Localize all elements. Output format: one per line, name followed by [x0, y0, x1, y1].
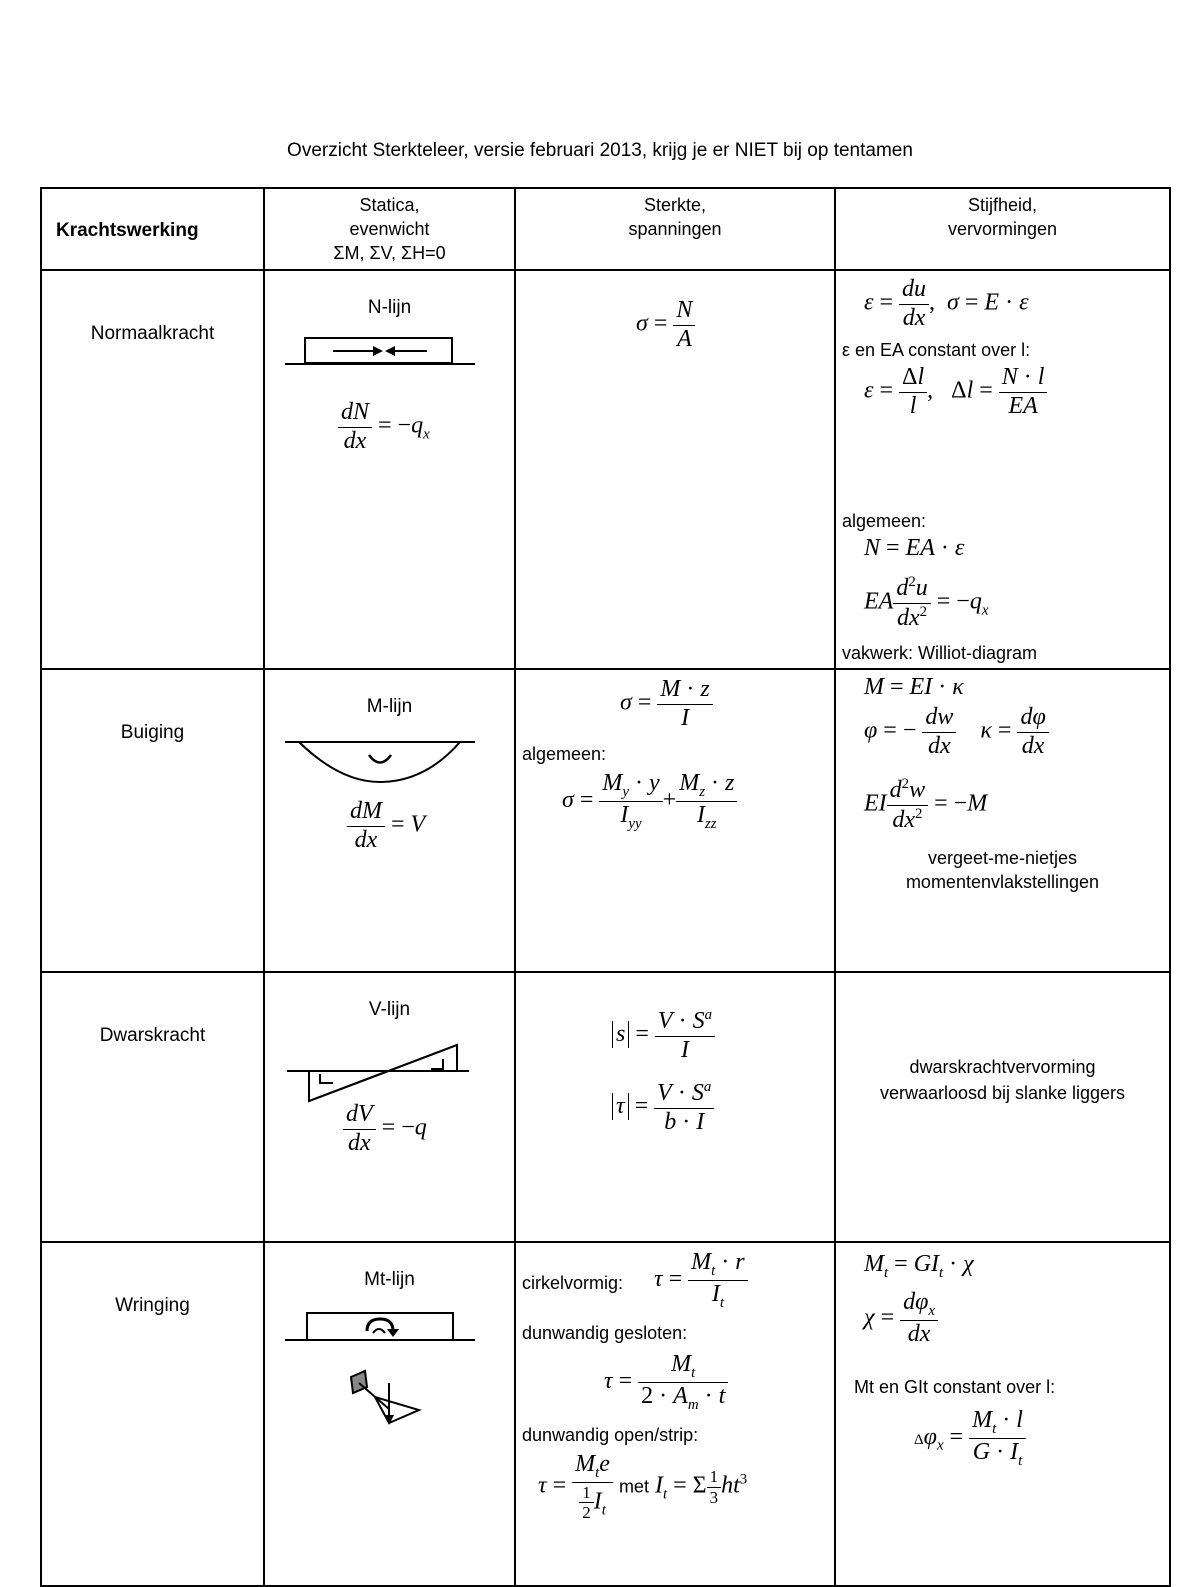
sterkte-cell [515, 669, 835, 972]
formula-ea-d2u: EA $\frac{d^2u}{dx^2}$ = $-q_x$ [864, 574, 989, 631]
formula-sigma-n-a: σ = $\frac{N}{A}$ [636, 297, 695, 353]
formula-mt-git-chi: $M_t = GI_t \cdot \chi$ [864, 1251, 974, 1281]
formula-tau-closed: τ = $\frac{M_t}{2 \cdot A_m \cdot t}$ [604, 1351, 728, 1414]
algemeen-text: algemeen: [522, 744, 607, 764]
header-stijfheid: Stijfheid, vervormingen [835, 188, 1170, 270]
stijfheid-cell [835, 1242, 1170, 1586]
formula-abs-s: s = $\frac{V \cdot S^a}{I}$ [612, 1007, 715, 1064]
stijfheid-cell [835, 669, 1170, 972]
williot-text: vakwerk: Williot-diagram [842, 643, 1038, 663]
formula-abs-tau: τ = $\frac{V \cdot S^a}{b \cdot I}$ [612, 1079, 714, 1136]
formula-sigma-biaxial: σ = $\frac{M_y \cdot y}{I_{yy}}$ + $\frac{M_z \cdot z}{I_{zz}}$ [562, 770, 737, 833]
page-title: Overzicht Sterkteleer, versie februari 2013, krijg je er NIET bij op tentamen [287, 140, 913, 161]
v-lijn-label: V-lijn [368, 999, 411, 1020]
v-lijn-diagram [287, 1043, 472, 1103]
row-name: Buiging [41, 669, 264, 972]
m-lijn-diagram [285, 740, 475, 785]
header-row [41, 188, 1170, 270]
n-lijn-diagram [285, 337, 475, 367]
formula-delta-phi: $\Delta\varphi_x$ = $\frac{M_t \cdot l}{G \cdot I_t}$ [914, 1407, 1026, 1470]
row-name: Dwarskracht [41, 972, 264, 1242]
formula-chi: χ = $\frac{d\varphi_x}{dx}$ [864, 1289, 938, 1348]
formula-phi-kappa: φ = − $\frac{dw}{dx}$ κ = $\frac{d\varphi}{dx}$ [864, 704, 1049, 760]
dwarskrachtvervorming-text: dwarskrachtvervorming [909, 1057, 1096, 1077]
ea-constant-text: ε en EA constant over l: [842, 340, 1031, 360]
dunwandig-open-text: dunwandig open/strip: [522, 1425, 699, 1445]
formula-dv-dx: $\frac{dV}{dx}$ = −q [343, 1101, 427, 1157]
algemeen-text: algemeen: [842, 511, 927, 531]
m-lijn-label: M-lijn [366, 696, 413, 717]
formula-dn-dx: $\frac{dN}{dx}$ = $-q_x$ [338, 399, 430, 455]
header-sterkte: Sterkte, spanningen [515, 188, 835, 270]
formula-tau-circular: τ = $\frac{M_t \cdot r}{I_t}$ [654, 1249, 748, 1312]
formula-elongation: ε = $\frac{\Delta l}{l}$ , Δl = $\frac{N \cdot l}{EA}$ [864, 364, 1047, 420]
torsion-sketch-icon [349, 1371, 429, 1431]
formula-dm-dx: $\frac{dM}{dx}$ = V [347, 798, 425, 854]
mt-lijn-diagram [285, 1311, 475, 1346]
row-dwarskracht [41, 972, 1170, 1242]
formula-n-ea-eps: N = EA · ε [864, 535, 965, 561]
sterkte-cell [515, 972, 835, 1242]
vergeet-me-nietjes-text: vergeet-me-nietjes [927, 848, 1078, 868]
statica-cell [264, 972, 515, 1242]
formula-m-ei-kappa: M = EI · κ [864, 674, 964, 700]
header-statica: Statica, evenwicht ΣM, ΣV, ΣH=0 [264, 188, 515, 270]
row-buiging [41, 669, 1170, 972]
cirkelvormig-text: cirkelvormig: [522, 1273, 624, 1293]
statica-cell [264, 270, 515, 669]
header-krachtswerking: Krachtswerking [41, 188, 264, 270]
overview-table [40, 187, 1171, 1587]
verwaarloosd-text: verwaarloosd bij slanke liggers [879, 1083, 1126, 1103]
mt-lijn-label: Mt-lijn [364, 1269, 415, 1290]
stijfheid-cell [835, 270, 1170, 669]
formula-ei-d2w: EI $\frac{d^2w}{dx^2}$ = −M [864, 776, 988, 833]
formula-sigma-mz-i: σ = $\frac{M \cdot z}{I}$ [620, 676, 713, 732]
statica-cell [264, 669, 515, 972]
stijfheid-cell [835, 972, 1170, 1242]
formula-strain: ε = $\frac{du}{dx}$ , σ = E · ε [864, 276, 1029, 331]
statica-cell [264, 1242, 515, 1586]
row-name: Normaalkracht [41, 270, 264, 669]
mt-git-constant-text: Mt en GIt constant over l: [854, 1377, 1056, 1397]
sterkte-cell [515, 270, 835, 669]
n-lijn-label: N-lijn [367, 297, 412, 318]
momentenvlak-text: momentenvlakstellingen [905, 872, 1100, 892]
row-name: Wringing [41, 1242, 264, 1586]
formula-tau-open: τ = $M_te$ $\frac{1}{2}$ $I_t$ met $I_t = \Sigma$ $\frac{1}{3}$ $ht^3$ [538, 1451, 748, 1523]
row-normaalkracht [41, 270, 1170, 669]
sterkte-cell [515, 1242, 835, 1586]
dunwandig-gesloten-text: dunwandig gesloten: [522, 1323, 688, 1343]
row-wringing [41, 1242, 1170, 1586]
